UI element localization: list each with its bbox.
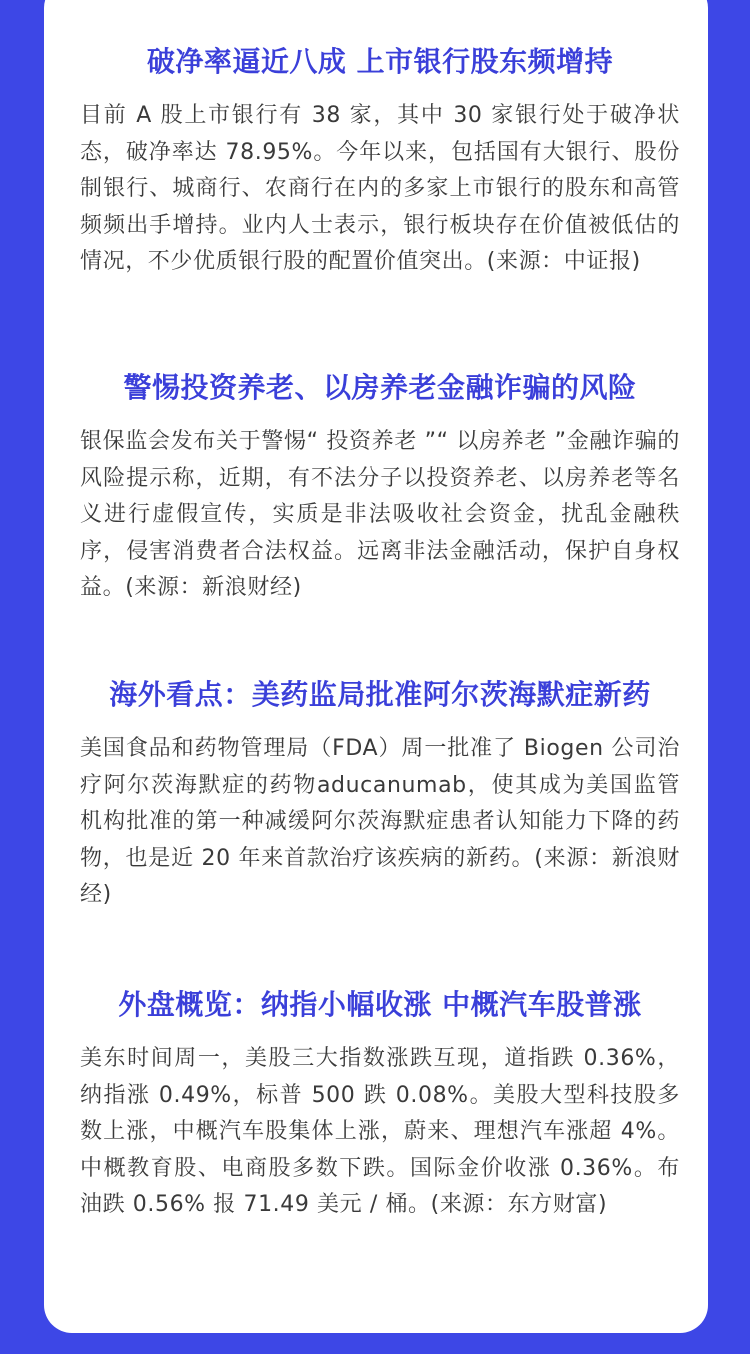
article-body: 美东时间周一，美股三大指数涨跌互现，道指跌 0.36%，纳指涨 0.49%，标普 500 跌 0.08%。美股大型科技股多数上涨，中概汽车股集体上涨，蔚来、理想汽车涨超 4%。中概教育股、电商股多数下跌。国际金价收涨 0.36%。布油跌 0.56% 报 71.49 美元 / 桶。(来源：东方财富) <box>80 1046 680 1217</box>
article-pension-fraud <box>80 368 680 607</box>
article-title: 破净率逼近八成 上市银行股东频增持 <box>146 45 614 78</box>
article-title: 外盘概览：纳指小幅收涨 中概汽车股普涨 <box>118 988 642 1021</box>
article-bank-stocks <box>80 42 680 281</box>
article-title: 警惕投资养老、以房养老金融诈骗的风险 <box>123 371 637 404</box>
article-market-overview <box>80 985 680 1224</box>
article-body: 目前 A 股上市银行有 38 家，其中 30 家银行处于破净状态，破净率达 78.95%。今年以来，包括国有大银行、股份制银行、城商行、农商行在内的多家上市银行的股东和高管频频出手增持。业内人士表示，银行板块存在价值被低估的情况，不少优质银行股的配置价值突出。(来源：中证报) <box>80 103 680 274</box>
article-body: 美国食品和药物管理局（FDA）周一批准了 Biogen 公司治疗阿尔茨海默症的药物aducanumab，使其成为美国监管机构批准的第一种减缓阿尔茨海默症患者认知能力下降的药物，也是近 20 年来首款治疗该疾病的新药。(来源：新浪财经) <box>80 736 680 907</box>
article-alzheimers-drug <box>80 675 680 914</box>
article-title: 海外看点：美药监局批准阿尔茨海默症新药 <box>109 678 651 711</box>
news-card <box>44 0 708 1333</box>
article-body: 银保监会发布关于警惕“ 投资养老 ”“ 以房养老 ”金融诈骗的风险提示称，近期，有不法分子以投资养老、以房养老等名义进行虚假宣传，实质是非法吸收社会资金，扰乱金融秩序，侵害消费者合法权益。远离非法金融活动，保护自身权益。(来源：新浪财经) <box>80 429 680 600</box>
